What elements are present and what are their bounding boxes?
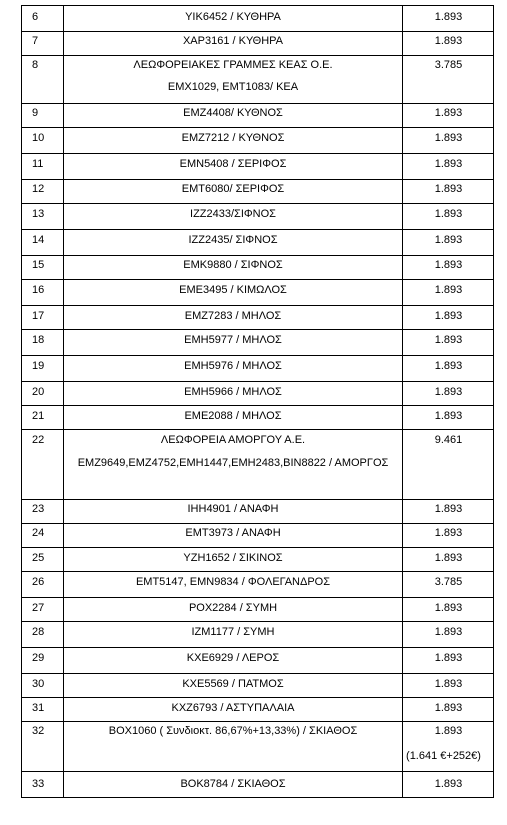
- column-divider: [21, 648, 22, 673]
- amount-value: 1.893: [434, 259, 463, 271]
- amount-value: 1.893: [434, 626, 463, 638]
- vehicle-description: ΥΖΗ1652 / ΣΙΚΙΝΟΣ: [183, 552, 283, 564]
- amount-value: 1.893: [434, 158, 463, 170]
- vehicle-description: ΕΜΚ9880 / ΣΙΦΝΟΣ: [183, 259, 283, 271]
- vehicle-description-detail: ΕΜΖ9649,ΕΜΖ4752,ΕΜΗ1447,ΕΜΗ2483,ΒΙΝ8822 / ΑΜΟΡΓΟΣ: [77, 457, 389, 469]
- vehicle-description: ΚΧΕ5569 / ΠΑΤΜΟΣ: [182, 678, 284, 690]
- vehicle-description: ΕΜΗ5976 / ΜΗΛΟΣ: [184, 360, 282, 372]
- column-divider: [21, 256, 22, 279]
- row-number: 11: [32, 158, 44, 170]
- vehicle-description: ΕΜΖ7283 / ΜΗΛΟΣ: [184, 310, 282, 322]
- vehicle-description: ΙΖΖ2435/ ΣΙΦΝΟΣ: [188, 234, 278, 246]
- vehicle-description: ΛΕΩΦΟΡΕΙΑΚΕΣ ΓΡΑΜΜΕΣ ΚΕΑΣ Ο.Ε.: [133, 59, 333, 71]
- row-number: 17: [32, 310, 45, 322]
- amount-value: 1.893: [434, 527, 463, 539]
- vehicle-description: ΕΜΕ2088 / ΜΗΛΟΣ: [184, 410, 282, 422]
- amount-value: 1.893: [434, 386, 463, 398]
- amount-value: 1.893: [434, 678, 463, 690]
- row-number: 10: [32, 132, 45, 144]
- column-divider: [21, 180, 22, 203]
- amount-value: 1.893: [434, 778, 463, 790]
- table-row: [21, 500, 494, 524]
- amount-value: 1.893: [434, 334, 463, 346]
- amount-value: 1.893: [434, 11, 463, 23]
- amount-value: 1.893: [434, 35, 463, 47]
- row-number: 6: [32, 11, 39, 23]
- amount-value: 9.461: [434, 434, 463, 446]
- amount-value: 3.785: [434, 59, 463, 71]
- column-divider: [21, 622, 22, 647]
- table-row: [21, 330, 494, 356]
- table-row: [21, 622, 494, 648]
- row-number: 33: [32, 778, 45, 790]
- column-divider: [21, 548, 22, 571]
- vehicle-description: ΕΜΗ5977 / ΜΗΛΟΣ: [184, 334, 282, 346]
- amount-breakdown-note: (1.641 €+252€): [406, 750, 481, 762]
- column-divider: [21, 230, 22, 255]
- vehicle-description: ΕΜΤ5147, ΕΜΝ9834 / ΦΟΛΕΓΑΝΔΡΟΣ: [135, 576, 331, 588]
- row-number: 31: [32, 702, 45, 714]
- vehicle-description: ΙΖΜ1177 / ΣΥΜΗ: [191, 626, 275, 638]
- row-number: 24: [32, 527, 45, 539]
- table-row: [21, 204, 494, 230]
- amount-value: 1.893: [434, 208, 463, 220]
- row-number: 28: [32, 626, 45, 638]
- vehicle-description: ΒΟΚ8784 / ΣΚΙΑΘΟΣ: [180, 778, 286, 790]
- table-row: [21, 104, 494, 128]
- amount-value: 1.893: [434, 310, 463, 322]
- vehicle-description: ΧΑΡ3161 / ΚΥΘΗΡΑ: [182, 35, 284, 47]
- vehicle-description-detail: ΕΜΧ1029, ΕΜΤ1083/ ΚΕΑ: [167, 81, 299, 93]
- column-divider: [21, 572, 22, 597]
- table-row: [21, 128, 494, 154]
- amount-value: 1.893: [434, 360, 463, 372]
- vehicle-description: YIK6452 / ΚΥΘΗΡΑ: [185, 11, 281, 23]
- amount-value: 1.893: [434, 284, 463, 296]
- table-row: [21, 698, 494, 722]
- vehicle-description: ΙΗΗ4901 / ΑΝΑΦΗ: [187, 503, 279, 515]
- amount-value: 1.893: [434, 725, 463, 737]
- amount-value: 1.893: [434, 183, 463, 195]
- row-number: 20: [32, 386, 45, 398]
- amount-value: 1.893: [434, 602, 463, 614]
- row-number: 12: [32, 183, 45, 195]
- table-row: [21, 572, 494, 598]
- row-number: 19: [32, 360, 45, 372]
- vehicle-description: ΚΧΕ6929 / ΛΕΡΟΣ: [186, 652, 280, 664]
- row-number: 25: [32, 552, 45, 564]
- amount-value: 1.893: [434, 503, 463, 515]
- row-number: 23: [32, 503, 45, 515]
- table-row: [21, 430, 494, 500]
- amount-value: 3.785: [434, 576, 463, 588]
- table-row: [21, 382, 494, 406]
- row-number: 7: [32, 35, 39, 47]
- row-number: 18: [32, 334, 45, 346]
- table-row: [21, 648, 494, 674]
- row-number: 26: [32, 576, 45, 588]
- table-row: [21, 772, 494, 798]
- vehicle-description: ΕΜΝ5408 / ΣΕΡΙΦΟΣ: [179, 158, 287, 170]
- table-row: [21, 548, 494, 572]
- row-number: 13: [32, 208, 45, 220]
- table-row: [21, 406, 494, 430]
- amount-value: 1.893: [434, 107, 463, 119]
- row-number: 8: [32, 59, 39, 71]
- row-number: 22: [32, 434, 45, 446]
- table-row: [21, 598, 494, 622]
- column-divider: [21, 722, 22, 771]
- column-divider: [21, 330, 22, 355]
- row-number: 15: [32, 259, 45, 271]
- column-divider: [21, 500, 22, 523]
- table-row: [21, 524, 494, 548]
- amount-value: 1.893: [434, 410, 463, 422]
- table-row: [21, 722, 494, 772]
- column-divider: [21, 104, 22, 127]
- column-divider: [21, 598, 22, 621]
- column-divider: [21, 280, 22, 305]
- column-divider: [21, 674, 22, 697]
- vehicle-description: ΡΟΧ2284 / ΣΥΜΗ: [188, 602, 278, 614]
- vehicle-description: ΙΖΖ2433/ΣΙΦΝΟΣ: [190, 208, 276, 220]
- column-divider: [21, 382, 22, 405]
- column-divider: [21, 128, 22, 153]
- column-divider: [21, 306, 22, 329]
- table-row: [21, 280, 494, 306]
- vehicle-description: ΕΜΖ7212 / ΚΥΘΝΟΣ: [181, 132, 285, 144]
- amount-value: 1.893: [434, 234, 463, 246]
- column-divider: [21, 204, 22, 229]
- row-number: 29: [32, 652, 45, 664]
- amount-value: 1.893: [434, 132, 463, 144]
- row-number: 32: [32, 725, 45, 737]
- amount-value: 1.893: [434, 702, 463, 714]
- column-divider: [21, 772, 22, 797]
- vehicle-description: ΕΜΗ5966 / ΜΗΛΟΣ: [184, 386, 282, 398]
- row-number: 14: [32, 234, 45, 246]
- row-number: 30: [32, 678, 45, 690]
- amount-value: 1.893: [434, 552, 463, 564]
- column-divider: [21, 430, 22, 499]
- vehicle-description: ΕΜΤ3973 / ΑΝΑΦΗ: [185, 527, 281, 539]
- table-row: [21, 5, 494, 32]
- vehicle-description: ΕΜΖ4408/ ΚΥΘΝΟΣ: [183, 107, 283, 119]
- table-row: [21, 674, 494, 698]
- table-row: [21, 180, 494, 204]
- vehicle-description: ΚΧΖ6793 / ΑΣΤΥΠΑΛΑΙΑ: [171, 702, 295, 714]
- column-divider: [21, 698, 22, 721]
- column-divider: [21, 406, 22, 429]
- table-row: [21, 154, 494, 180]
- column-divider: [21, 524, 22, 547]
- vehicle-description: ΛΕΩΦΟΡΕΙΑ ΑΜΟΡΓΟΥ Α.Ε.: [160, 434, 306, 446]
- column-divider: [21, 356, 22, 381]
- column-divider: [21, 32, 22, 55]
- column-divider: [21, 154, 22, 179]
- vehicle-description: ΒΟΧ1060 ( Συνδιοκτ. 86,67%+13,33%) / ΣΚΙΑΘΟΣ: [108, 725, 358, 737]
- vehicle-description: ΕΜΤ6080/ ΣΕΡΙΦΟΣ: [181, 183, 285, 195]
- amount-value: 1.893: [434, 652, 463, 664]
- table-row: [21, 256, 494, 280]
- column-divider: [21, 6, 22, 31]
- vehicle-description: ΕΜΕ3495 / ΚΙΜΩΛΟΣ: [179, 284, 287, 296]
- table-row: [21, 32, 494, 56]
- row-number: 27: [32, 602, 45, 614]
- row-number: 9: [32, 107, 39, 119]
- column-divider: [21, 56, 22, 103]
- row-number: 21: [32, 410, 45, 422]
- table-row: [21, 356, 494, 382]
- table-row: [21, 306, 494, 330]
- table-row: [21, 230, 494, 256]
- table-row: [21, 56, 494, 104]
- row-number: 16: [32, 284, 45, 296]
